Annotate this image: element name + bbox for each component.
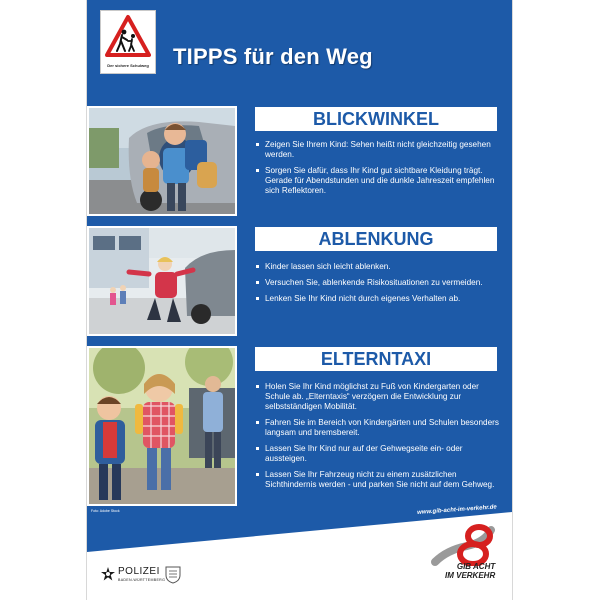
logo-caption: Der sichere Schulweg [107, 63, 149, 68]
police-label: POLIZEI [118, 566, 160, 577]
section-heading-elterntaxi: ELTERNTAXI [255, 347, 497, 371]
list-item: Lenken Sie Ihr Kind nicht durch eigenes Verhalten ab. [255, 294, 503, 304]
photo-credit: Foto: Adobe Stock [91, 509, 120, 513]
section-heading-blickwinkel: BLICKWINKEL [255, 107, 497, 131]
state-crest-icon [165, 566, 181, 584]
campaign-text [445, 562, 495, 580]
photo-blickwinkel [87, 106, 237, 216]
list-item: Versuchen Sie, ablenkende Risikosituationen zu vermeiden. [255, 278, 503, 288]
photo-ablenkung [87, 226, 237, 336]
bullet-list-ablenkung [255, 262, 503, 310]
list-item: Fahren Sie im Bereich von Kindergärten und Schulen besonders langsam und bremsbereit. [255, 418, 503, 438]
list-item: Kinder lassen sich leicht ablenken. [255, 262, 503, 272]
list-item: Sorgen Sie dafür, dass Ihr Kind gut sichtbare Kleidung trägt. Gerade für Abendstunden und die dunkle Jahreszeit empfehlen sich Reflektoren. [255, 166, 503, 196]
campaign-line-2: IM VERKEHR [445, 571, 496, 580]
campaign-eight-icon [427, 522, 499, 566]
list-item: Lassen Sie Ihr Fahrzeug nicht zu einem zusätzlichen Sichthindernis werden - und parken Sie nicht auf dem Gehweg. [255, 470, 503, 490]
police-state: BADEN-WÜRTTEMBERG [118, 578, 166, 582]
warning-triangle-icon [105, 14, 151, 60]
police-star-icon [101, 567, 115, 581]
list-item: Holen Sie Ihr Kind möglichst zu Fuß von Kindergarten oder Schule ab. „Elterntaxis“ verzögern die Entwicklung zur selbstständigen Mobilität. [255, 382, 503, 412]
school-way-logo [100, 10, 156, 74]
list-item: Lassen Sie Ihr Kind nur auf der Gehwegseite ein- oder aussteigen. [255, 444, 503, 464]
photo-elterntaxi [87, 346, 237, 506]
section-heading-ablenkung: ABLENKUNG [255, 227, 497, 251]
poster [87, 0, 512, 600]
campaign-line-1: GIB ACHT [456, 562, 496, 571]
campaign-url: www.gib-acht-im-verkehr.de [417, 504, 498, 516]
bullet-list-blickwinkel [255, 140, 503, 202]
list-item: Zeigen Sie Ihrem Kind: Sehen heißt nicht gleichzeitig gesehen werden. [255, 140, 503, 160]
bullet-list-elterntaxi [255, 382, 503, 496]
gib-acht-logo [427, 522, 499, 580]
page-title: TIPPS für den Weg [173, 44, 373, 69]
